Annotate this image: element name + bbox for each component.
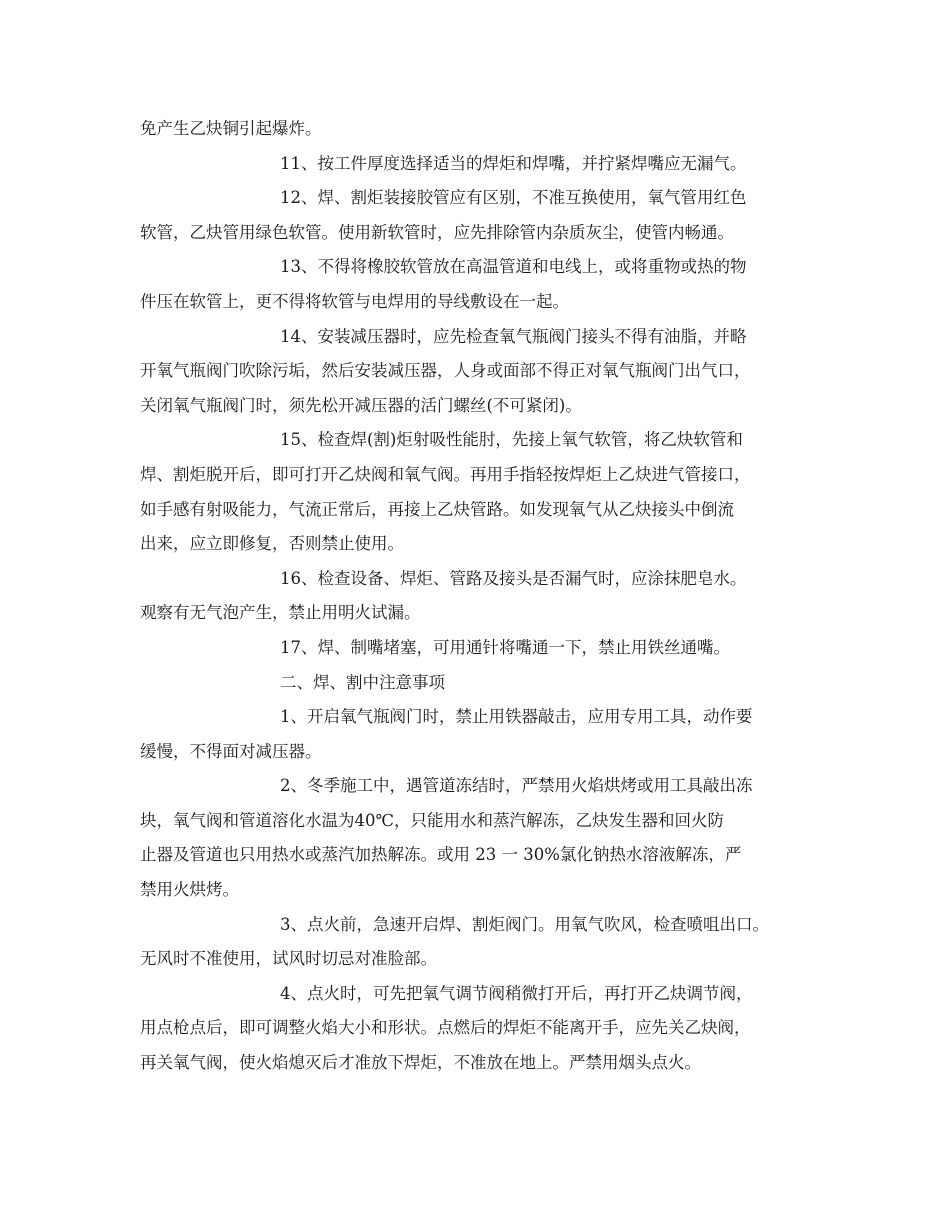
text-line: 12、焊、割炬装接胶管应有区别，不准互换使用，氧气管用红色 <box>280 188 747 208</box>
text-line: 出来，应立即修复，否则禁止使用。 <box>140 534 404 554</box>
text-line: 17、焊、制嘴堵塞，可用通针将嘴通一下，禁止用铁丝通嘴。 <box>280 637 730 657</box>
text-line: 16、检查设备、焊炬、管路及接头是否漏气时，应涂抹肥皂水。 <box>280 568 747 588</box>
text-line: 禁用火烘烤。 <box>140 880 239 900</box>
text-line: 焊、割炬脱开后，即可打开乙炔阀和氧气阀。再用手指轻按焊炬上乙炔进气管接口， <box>140 464 751 484</box>
text-line: 免产生乙炔铜引起爆炸。 <box>140 119 322 138</box>
text-line: 无风时不准使用，试风时切忌对准脸部。 <box>140 949 437 969</box>
text-line: 11、按工件厚度选择适当的焊炬和焊嘴，并拧紧焊嘴应无漏气。 <box>280 153 747 173</box>
text-line: 如手感有射吸能力，气流正常后，再接上乙炔管路。如发现氧气从乙炔接头中倒流 <box>140 499 734 519</box>
section-heading: 二、焊、割中注意事项 <box>280 672 445 692</box>
text-line: 件压在软管上，更不得将软管与电焊用的导线敷设在一起。 <box>140 291 569 311</box>
text-line: 观察有无气泡产生，禁止用明火试漏。 <box>140 603 421 623</box>
text-line: 13、不得将橡胶软管放在高温管道和电线上，或将重物或热的物 <box>280 257 747 277</box>
text-line: 15、检查焊(割)炬射吸性能肘，先接上氧气软管，将乙炔软管和 <box>280 430 743 450</box>
text-line: 2、冬季施工中，遇管道冻结时，严禁用火焰烘烤或用工具敲出冻 <box>280 776 753 796</box>
text-line: 止器及管道也只用热水或蒸汽加热解冻。或用 23 一 30%氯化钠热水溶液解冻，严 <box>140 845 742 865</box>
text-line: 3、点火前，急速开启焊、割炬阀门。用氧气吹风，检查喷咀出口。 <box>280 914 769 934</box>
text-line: 14、安装减压器时，应先检查氧气瓶阀门接头不得有油脂，并略 <box>280 326 747 346</box>
text-line: 4、点火时，可先把氧气调节阀稍微打开后，再打开乙炔调节阀， <box>280 983 753 1003</box>
text-line: 开氧气瓶阀门吹除污垢，然后安装减压器，人身或面部不得正对氧气瓶阀门出气口， <box>140 361 751 381</box>
text-line: 用点枪点后，即可调整火焰大小和形状。点燃后的焊炬不能离开手，应先关乙炔阀， <box>140 1018 751 1038</box>
text-line: 缓慢，不得面对减压器。 <box>140 741 322 761</box>
text-line: 关闭氧气瓶阀门时，须先松开减压器的活门螺丝(不可紧闭)。 <box>140 395 582 415</box>
text-line: 软管，乙炔管用绿色软管。使用新软管时，应先排除管内杂质灰尘，使管内畅通。 <box>140 222 734 242</box>
text-line: 再关氧气阀，使火焰熄灭后才准放下焊炬，不准放在地上。严禁用烟头点火。 <box>140 1053 701 1073</box>
text-line: 块，氧气阀和管道溶化水温为40℃，只能用水和蒸汽解冻，乙炔发生器和回火防 <box>140 810 724 830</box>
text-line: 1、开启氧气瓶阀门时，禁止用铁器敲击，应用专用工具，动作要 <box>280 707 753 727</box>
document-body <box>140 112 820 1081</box>
